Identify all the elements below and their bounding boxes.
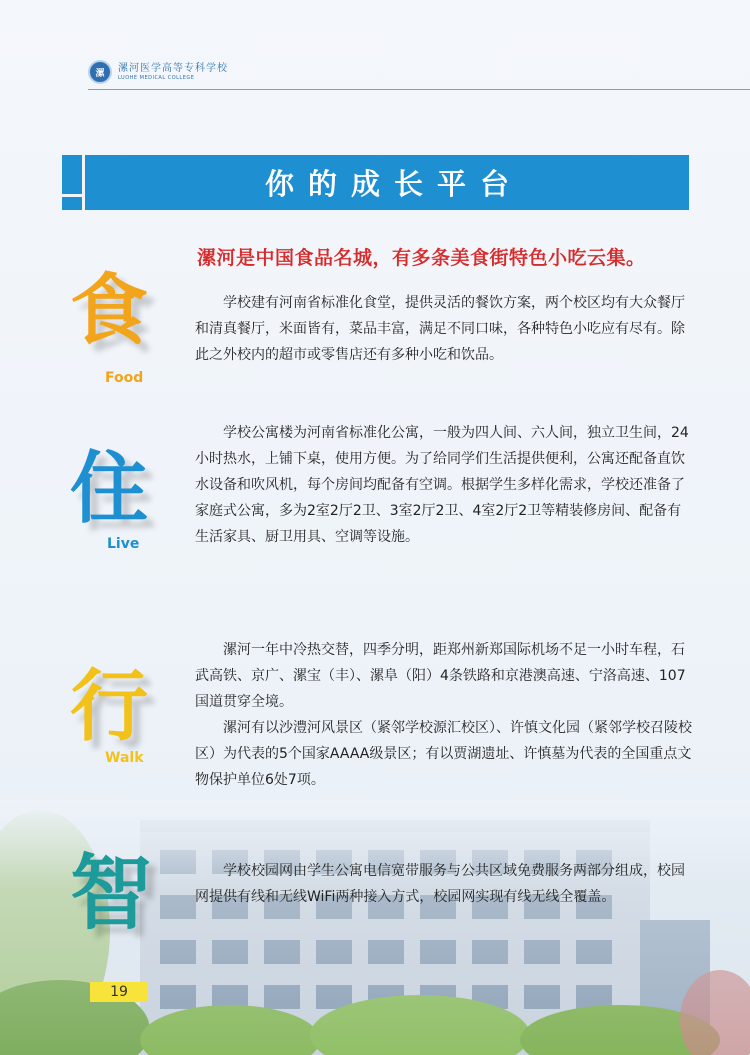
walk-label: Walk bbox=[105, 750, 144, 766]
title-bar bbox=[85, 155, 689, 210]
food-glyph: 食 bbox=[70, 265, 149, 356]
paragraph: 学校校园网由学生公寓电信宽带服务与公共区域免费服务两部分组成，校园网提供有线和无线WiFi两种接入方式，校园网实现有线无线全覆盖。 bbox=[195, 863, 685, 905]
title-accent-block bbox=[62, 155, 82, 194]
school-logo-icon: 漯 bbox=[88, 60, 112, 84]
school-name-en: LUOHE MEDICAL COLLEGE bbox=[118, 74, 195, 81]
paragraph: 学校建有河南省标准化食堂，提供灵活的餐饮方案，两个校区均有大众餐厅和清真餐厅，米面皆有，菜品丰富，满足不同口味，各种特色小吃应有尽有。除此之外校内的超市或零售店还有多种小吃和饮品。 bbox=[195, 295, 685, 363]
walk-glyph: 行 bbox=[70, 661, 149, 752]
food-text bbox=[195, 290, 693, 368]
live-label: Live bbox=[107, 536, 140, 552]
school-name bbox=[118, 64, 228, 81]
live-glyph: 住 bbox=[70, 443, 149, 534]
smart-glyph: 智 bbox=[70, 845, 153, 941]
paragraph: 漯河有以沙澧河风景区（紧邻学校源汇校区）、许慎文化园（紧邻学校召陵校区）为代表的5个国家AAAA级景区；有以贾湖遗址、许慎墓为代表的全国重点文物保护单位6处7项。 bbox=[195, 720, 692, 788]
header-divider bbox=[88, 89, 750, 90]
walk-text bbox=[195, 637, 693, 793]
title-accent-block-small bbox=[62, 197, 82, 210]
subtitle: 漯河是中国食品名城，有多条美食街特色小吃云集。 bbox=[197, 247, 646, 269]
live-text bbox=[195, 420, 693, 550]
school-name-cn: 漯河医学高等专科学校 bbox=[118, 62, 228, 74]
paragraph: 漯河一年中冷热交替，四季分明，距郑州新郑国际机场不足一小时车程，石武高铁、京广、漯宝（丰）、漯阜（阳）4条铁路和京港澳高速、宁洛高速、107国道贯穿全境。 bbox=[195, 642, 686, 710]
school-header bbox=[88, 60, 228, 84]
food-label: Food bbox=[105, 370, 144, 386]
page-title: 你的成长平台 bbox=[264, 167, 523, 201]
page-number: 19 bbox=[90, 982, 148, 1002]
smart-text bbox=[195, 858, 693, 910]
paragraph: 学校公寓楼为河南省标准化公寓，一般为四人间、六人间，独立卫生间，24小时热水，上铺下桌，使用方便。为了给同学们生活提供便利，公寓还配备直饮水设备和吹风机，每个房间均配备有空调。根据学生多样化需求，学校还准备了家庭式公寓，多为2室2厅2卫、3室2厅2卫、4室2厅2卫等精装修房间、配备有生活家具、厨卫用具、空调等设施。 bbox=[195, 425, 689, 545]
